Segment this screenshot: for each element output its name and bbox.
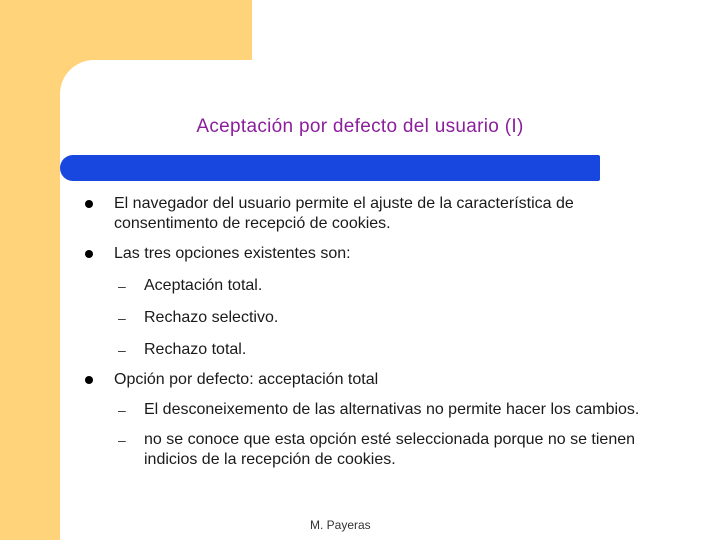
dash-icon: –	[118, 432, 126, 448]
sub-bullet-text: Rechazo total.	[144, 341, 247, 358]
bullet-text: El navegador del usuario permite el ajuste de la característica de consentimento de recepció de cookies.	[114, 195, 574, 232]
sub-bullet-item	[80, 430, 660, 470]
sub-bullet-text: El desconeixemento de las alternativas no permite hacer los cambios.	[144, 401, 640, 418]
bullet-dot-icon	[85, 250, 93, 258]
bullet-item	[80, 370, 660, 390]
bullet-item	[80, 194, 660, 234]
bullet-list	[80, 194, 660, 470]
bullet-dot-icon	[85, 200, 93, 208]
sub-bullet-text: no se conoce que esta opción esté seleccionada porque no se tienen indicios de la recepción de cookies.	[144, 431, 636, 468]
sub-bullet-item	[80, 400, 660, 420]
title-underline-bar	[60, 155, 600, 181]
sub-bullet-text: Rechazo selectivo.	[144, 309, 279, 326]
sub-bullet-text: Aceptación total.	[144, 277, 263, 294]
sub-bullet-item	[80, 340, 660, 360]
dash-icon: –	[118, 342, 126, 358]
dash-icon: –	[118, 310, 126, 326]
dash-icon: –	[118, 402, 126, 418]
footer-author: M. Payeras	[310, 518, 371, 532]
bullet-text: Las tres opciones existentes son:	[114, 245, 351, 262]
bullet-dot-icon	[85, 376, 93, 384]
bullet-item	[80, 244, 660, 264]
sub-bullet-item	[80, 276, 660, 296]
sub-bullet-item	[80, 308, 660, 328]
bullet-text: Opción por defecto: acceptación total	[114, 371, 379, 388]
dash-icon: –	[118, 278, 126, 294]
slide-title: Aceptación por defecto del usuario (I)	[196, 116, 524, 137]
